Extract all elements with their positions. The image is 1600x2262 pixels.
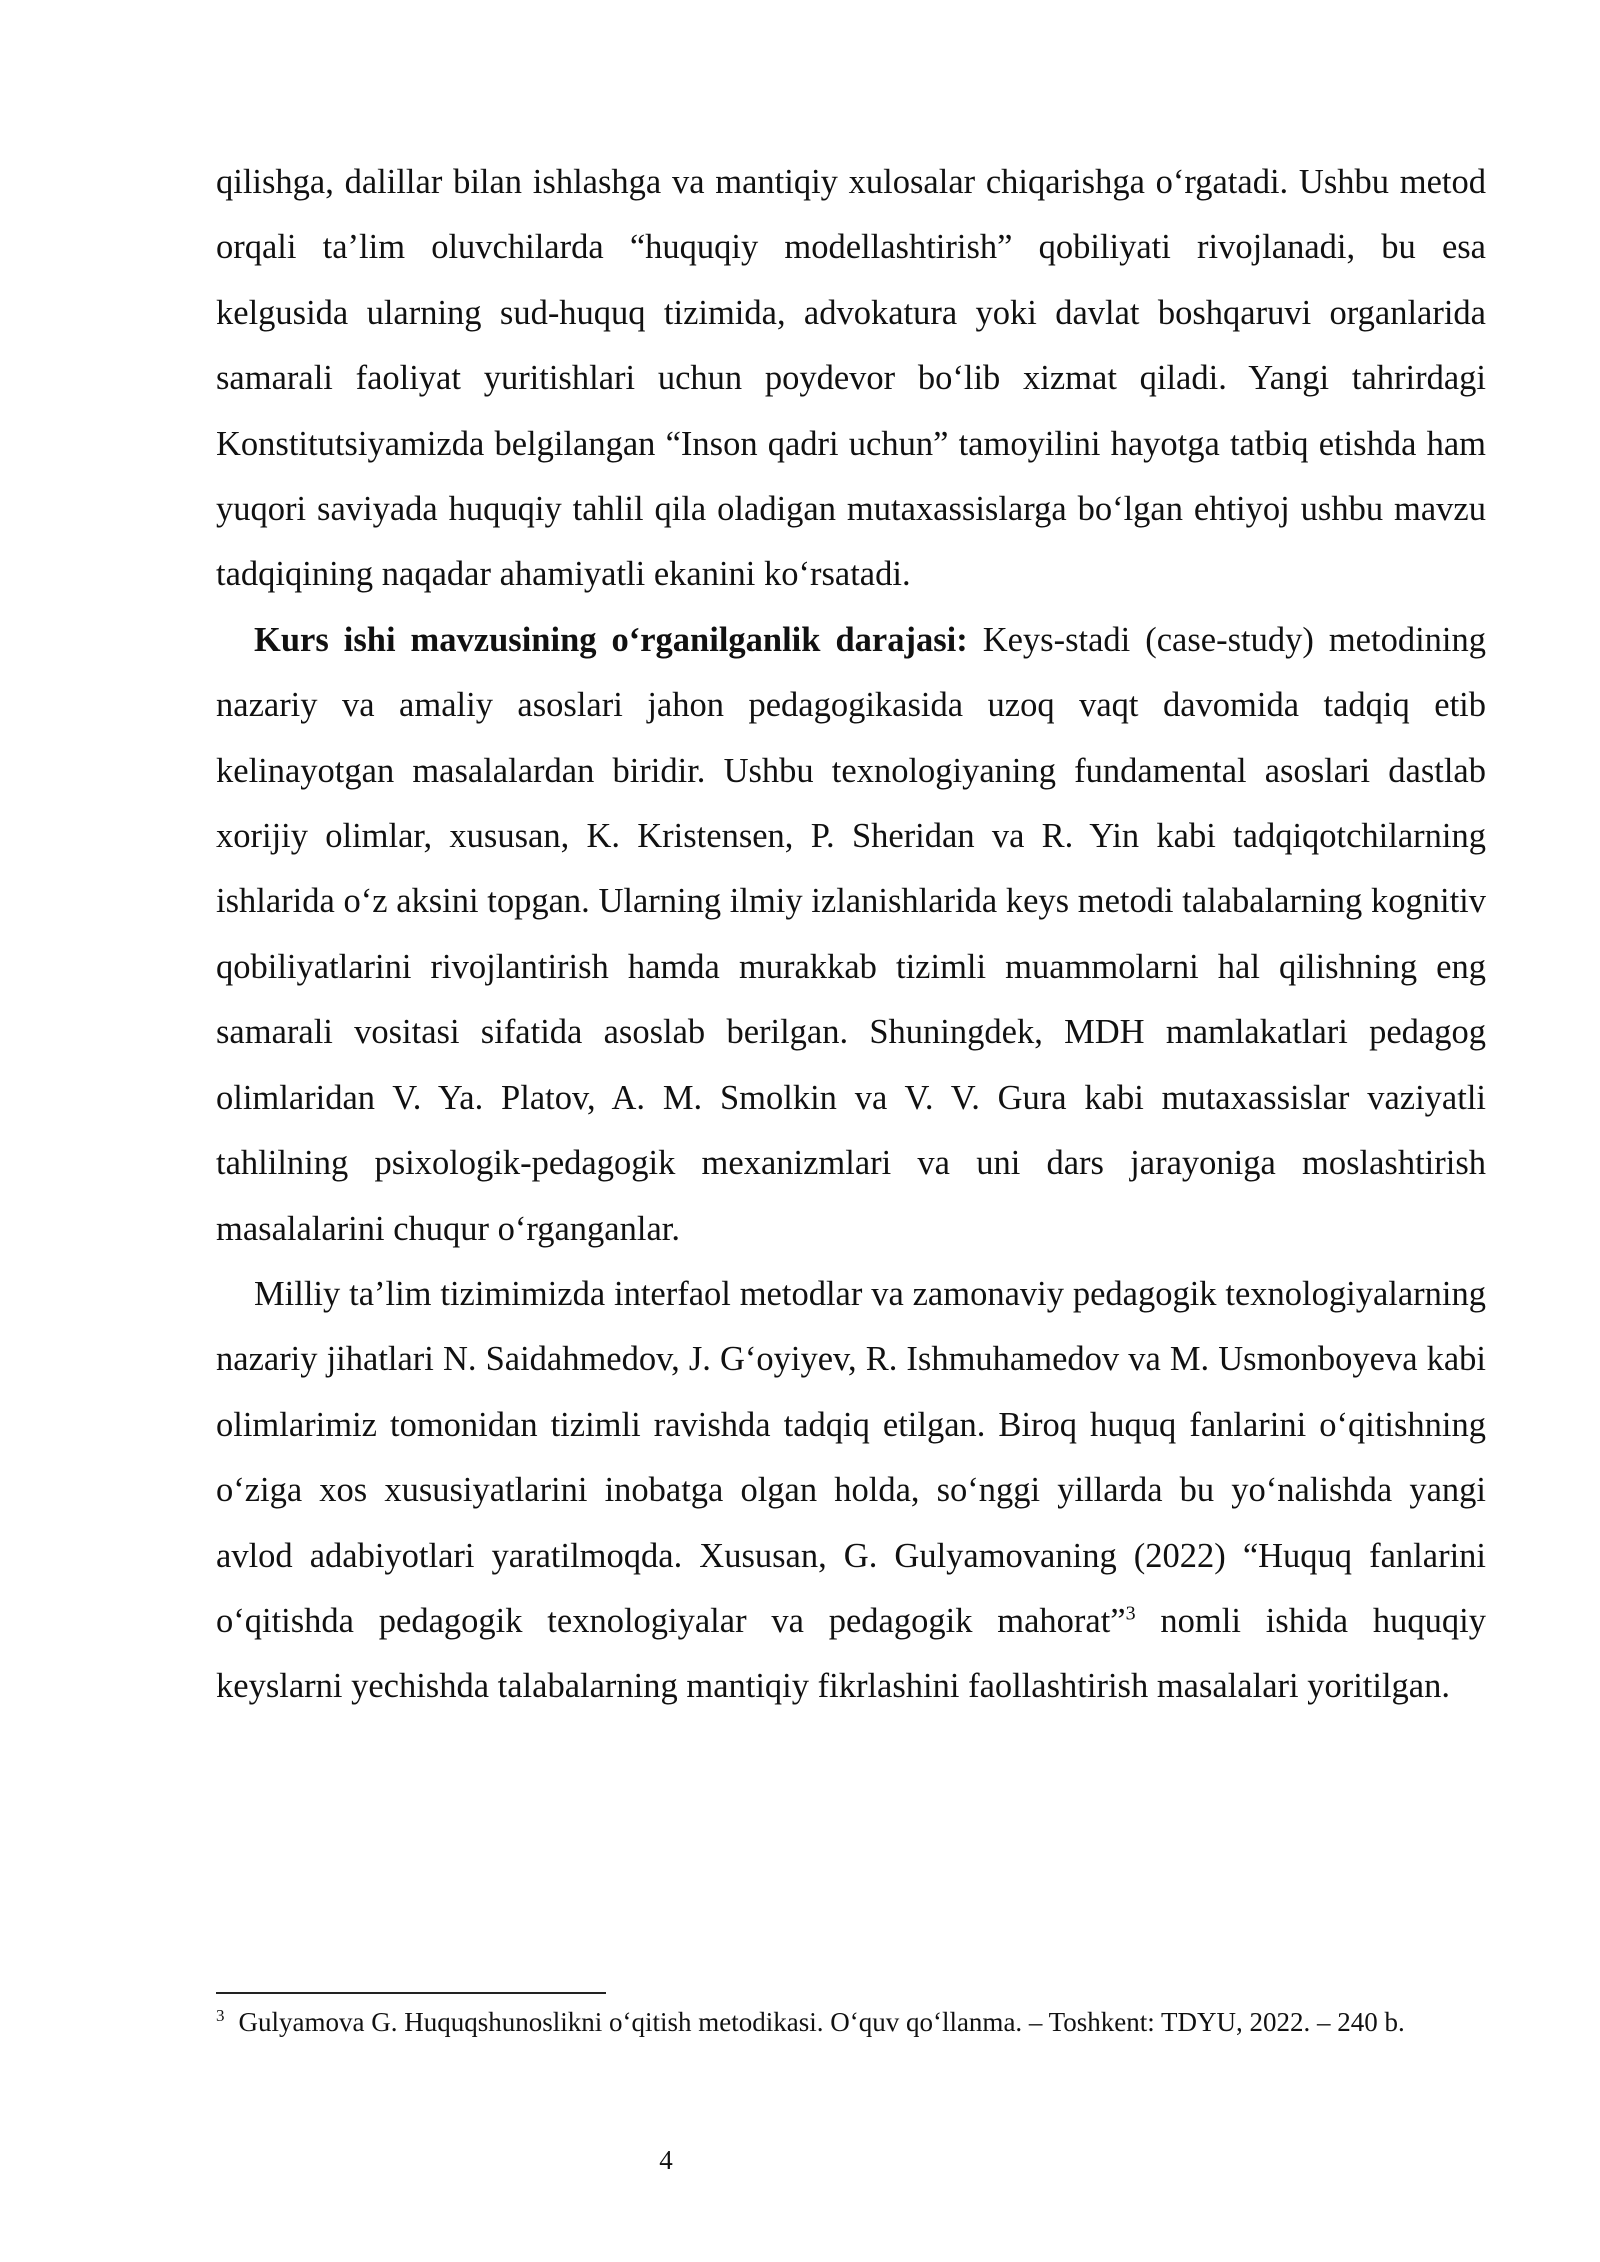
section-lead-heading: Kurs ishi mavzusining o‘rganilganlik darajasi: — [254, 620, 968, 659]
paragraph-study-level-text: Keys-stadi (case-study) metodining nazariy va amaliy asoslari jahon pedagogikasida uzoq vaqt davomida tadqiq etib kelinayotgan masalalardan biridir. Ushbu texnologiyaning fundamental asoslari dastlab xorijiy olimlar, xususan, K. Kristensen, P. Sheridan va R. Yin kabi tadqiqotchilarning ishlarida o‘z aksini topgan. Ularning ilmiy izlanishlarida keys metodi talabalarning kognitiv qobiliyatlarini rivojlantirish hamda murakkab tizimli muammolarni hal qilishning eng samarali vositasi sifatida asoslab berilgan. Shuningdek, MDH mamlakatlari pedagog olimlaridan V. Ya. Platov, A. M. Smolkin va V. V. Gura kabi mutaxassislar vaziyatli tahlilning psixologik-pedagogik mexanizmlari va uni dars jarayoniga moslashtirish masalalarini chuqur o‘rganganlar. — [216, 620, 1486, 1248]
footnote-text: Gulyamova G. Huquqshunoslikni o‘qitish metodikasi. O‘quv qo‘llanma. – Toshkent: TDYU, 2022. – 240 b. — [238, 2007, 1405, 2037]
paragraph-continuation: qilishga, dalillar bilan ishlashga va mantiqiy xulosalar chiqarishga o‘rgatadi. Ushbu metod orqali ta’lim oluvchilarda “huquqiy modellashtirish” qobiliyati rivojlanadi, bu esa kelgusida ularning sud-huquq tizimida, advokatura yoki davlat boshqaruvi organlarida samarali faoliyat yuritishlari uchun poydevor bo‘lib xizmat qiladi. Yangi tahrirdagi Konstitutsiyamizda belgilangan “Inson qadri uchun” tamoyilini hayotga tatbiq etishda ham yuqori saviyada huquqiy tahlil qila oladigan mutaxassislarga bo‘lgan ehtiyoj ushbu mavzu tadqiqining naqadar ahamiyatli ekanini ko‘rsatadi. — [216, 163, 1486, 594]
paragraph-national-education — [216, 1262, 1486, 1720]
paragraph-national-education-text-1: Milliy ta’lim tizimimizda interfaol metodlar va zamonaviy pedagogik texnologiyalarning nazariy jihatlari N. Saidahmedov, J. G‘oyiyev, R. Ishmuhamedov va M. Usmonboyeva kabi olimlarimiz tomonidan tizimli ravishda tadqiq etilgan. Biroq huquq fanlarini o‘qitishning o‘ziga xos xususiyatlarini inobatga olgan holda, so‘nggi yillarda bu yo‘nalishda yangi avlod adabiyotlari yaratilmoqda. Xususan, G. Gulyamovaning (2022) “Huquq fanlarini o‘qitishda pedagogik texnologiyalar va pedagogik mahorat” — [216, 1274, 1486, 1640]
page-body — [216, 150, 1486, 1720]
footnote-separator — [216, 1992, 606, 1994]
page-number: 4 — [659, 2145, 673, 2175]
footnote-reference[interactable]: 3 — [1125, 1602, 1136, 1625]
footnote-number: 3 — [216, 2006, 225, 2025]
footnote — [216, 2005, 1486, 2040]
paragraph-study-level — [216, 608, 1486, 1262]
paragraph-national-education-text-2: nomli ishida huquqiy keyslarni yechishda talabalarning mantiqiy fikrlashini faollashtirish masalalari yoritilgan. — [216, 1601, 1486, 1706]
